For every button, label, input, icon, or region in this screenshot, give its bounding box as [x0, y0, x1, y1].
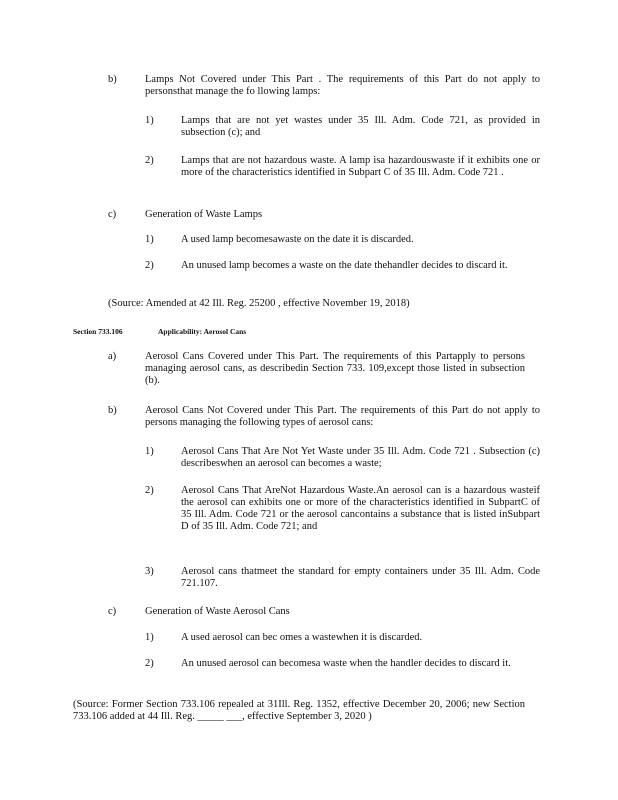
subsection-b-label: b) [108, 74, 117, 85]
item-label: 2) [145, 155, 154, 166]
item-text: An unused lamp becomes a waste on the date thehandler decides to discard it. [181, 260, 508, 271]
subsection-a-text: Aerosol Cans Covered under This Part. The requirements of this Partapply to persons managing aerosol cans, as describedin Section 733. 109,except those listed in subsection (b). [145, 351, 525, 386]
subsection-c-heading: Generation of Waste Aerosol Cans [145, 606, 290, 617]
subsection-b-text: Lamps Not Covered under This Part . The requirements of this Part do not apply to personsthat manage the fo llowing lamps: [145, 74, 540, 97]
item-text: Aerosol Cans That Are Not Yet Waste under 35 Ill. Adm. Code 721 . Subsection (c) describeswhen an aerosol can becomes a waste; [181, 446, 540, 469]
item-label: 2) [145, 658, 154, 669]
subsection-b-label: b) [108, 405, 117, 416]
subsection-a-label: a) [108, 351, 117, 362]
item-label: 1) [145, 446, 154, 457]
subsection-c-label: c) [108, 209, 117, 220]
item-label: 2) [145, 485, 154, 496]
item-text: Aerosol cans thatmeet the standard for empty containers under 35 Ill. Adm. Code 721.107. [181, 566, 540, 589]
subsection-b-text: Aerosol Cans Not Covered under This Part. The requirements of this Part do not apply to persons managing the following types of aerosol cans: [145, 405, 540, 428]
subsection-c-label: c) [108, 606, 117, 617]
section-number: Section 733.106 [73, 327, 123, 336]
item-label: 1) [145, 115, 154, 126]
item-text: Aerosol Cans That AreNot Hazardous Waste.An aerosol can is a hazardous wasteif the aerosol can exhibits one or more of the characteristics identified in SubpartC of 35 Ill. Adm. Code 721 or the aerosol cancontains a substance that is listed inSubpart D of 35 Ill. Adm. Code 721; and [181, 485, 540, 532]
section-title: Applicability: Aerosol Cans [158, 327, 247, 336]
source-note: (Source: Amended at 42 Ill. Reg. 25200 , effective November 19, 2018) [108, 298, 410, 309]
item-text: Lamps that are not hazardous waste. A lamp isa hazardouswaste if it exhibits one or more of the characteristics identified in Subpart C of 35 Ill. Adm. Code 721 . [181, 155, 540, 178]
item-text: A used aerosol can bec omes a wastewhen it is discarded. [181, 632, 423, 643]
item-text: An unused aerosol can becomesa waste when the handler decides to discard it. [181, 658, 511, 669]
item-text: A used lamp becomesawaste on the date it is discarded. [181, 234, 414, 245]
subsection-c-heading: Generation of Waste Lamps [145, 209, 263, 220]
item-label: 1) [145, 234, 154, 245]
item-label: 1) [145, 632, 154, 643]
item-label: 3) [145, 566, 154, 577]
item-label: 2) [145, 260, 154, 271]
item-text: Lamps that are not yet wastes under 35 Ill. Adm. Code 721, as provided in subsection (c); and [181, 115, 540, 138]
source-note: (Source: Former Section 733.106 repealed at 31Ill. Reg. 1352, effective December 20, 2006; new Section 733.106 added at 44 Ill. Reg. _____ ___, effective September 3, 2020 ) [73, 699, 525, 722]
